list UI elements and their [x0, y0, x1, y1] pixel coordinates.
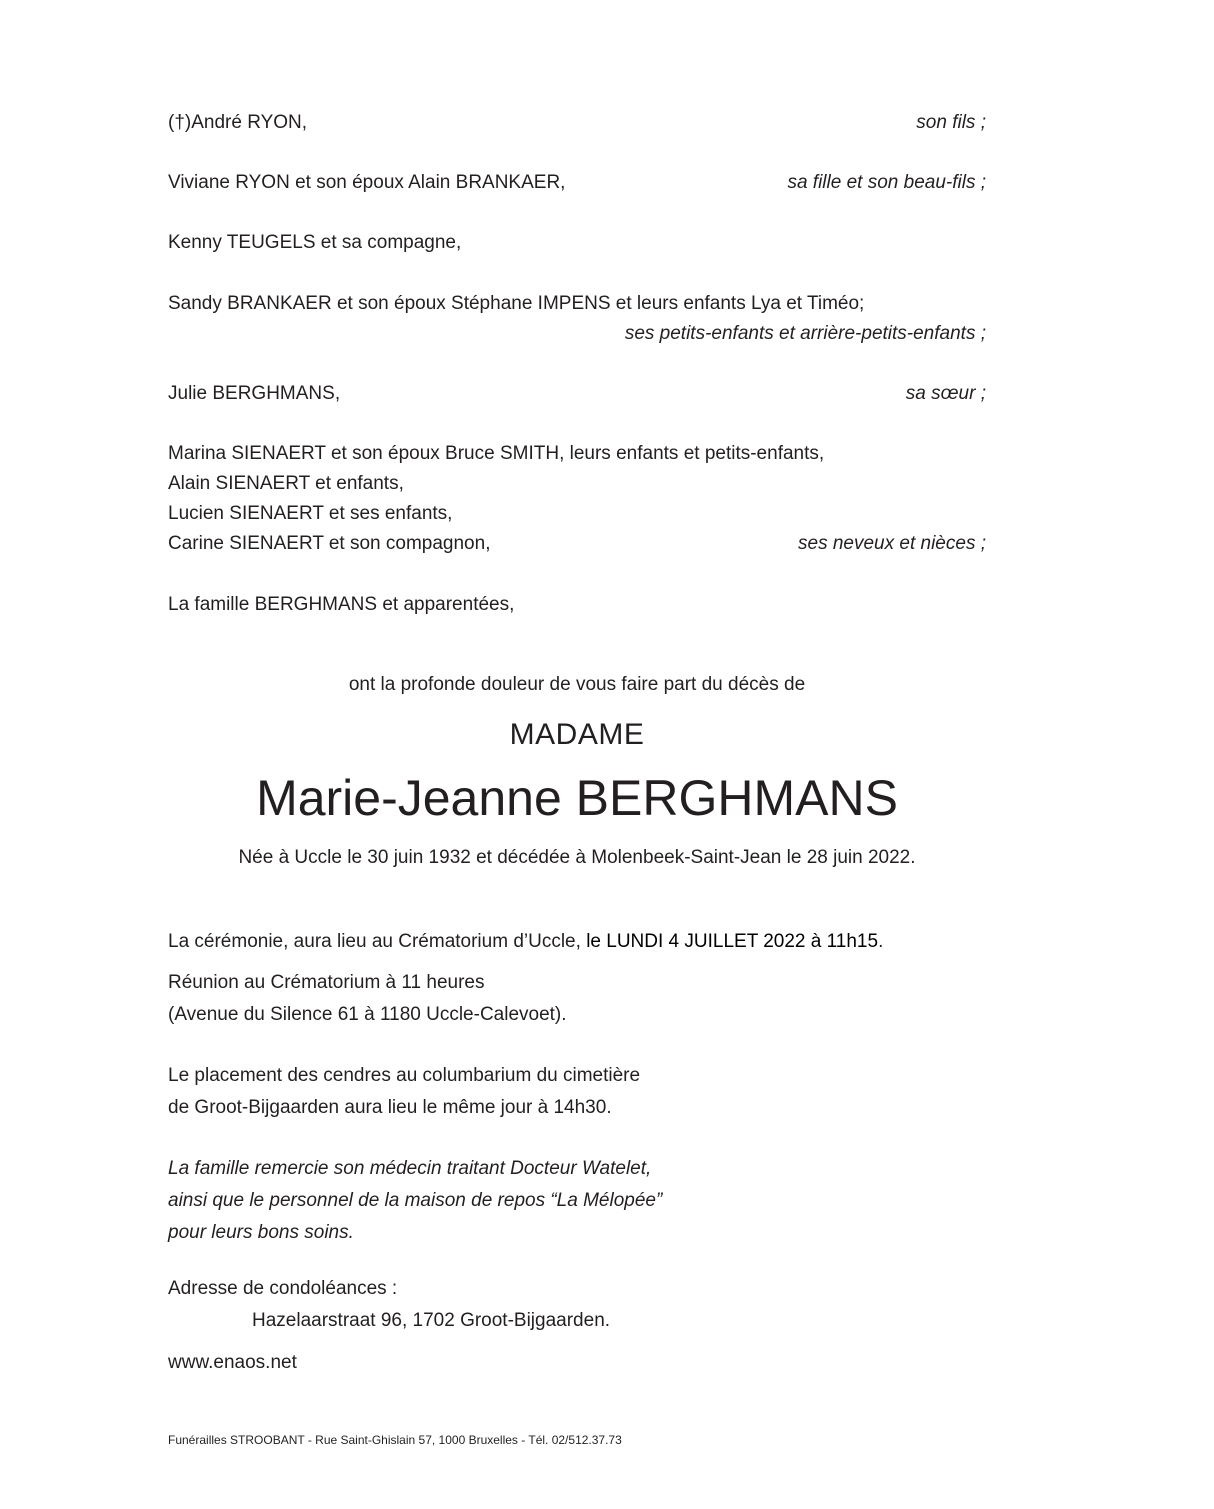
family-relation: sa fille et son beau-fils ; — [787, 172, 986, 193]
ceremony-date: le LUNDI 4 JUILLET 2022 à 11h15 — [586, 931, 879, 952]
family-relation-grandchildren: ses petits-enfants et arrière-petits-enfants ; — [624, 323, 986, 344]
family-name: Alain SIENAERT et enfants, — [168, 473, 404, 494]
family-entry-carine — [168, 532, 986, 556]
family-entry-sandy — [168, 292, 986, 316]
family-entry-alain — [168, 472, 986, 496]
family-name: Sandy BRANKAER et son époux Stéphane IMPENS et leurs enfants Lya et Timéo; — [168, 293, 865, 314]
announcement-title: MADAME — [509, 718, 645, 751]
deceased-name: Marie-Jeanne BERGHMANS — [256, 770, 898, 826]
announcement-intro: ont la profonde douleur de vous faire part du décès de — [348, 674, 806, 695]
ceremony-info — [168, 930, 986, 954]
website-link[interactable]: www.enaos.net — [168, 1352, 297, 1373]
family-entry-famille — [168, 593, 986, 617]
funeral-home-footer: Funérailles STROOBANT - Rue Saint-Ghislain 57, 1000 Bruxelles - Tél. 02/512.37.73 — [168, 1433, 622, 1447]
meeting-line-1: Réunion au Crématorium à 11 heures — [168, 972, 485, 993]
family-name: Carine SIENAERT et son compagnon, — [168, 533, 491, 554]
family-name: Julie BERGHMANS, — [168, 383, 341, 404]
thanks-line-3: pour leurs bons soins. — [168, 1222, 354, 1243]
family-name: La famille BERGHMANS et apparentées, — [168, 594, 515, 615]
ceremony-end: . — [878, 931, 884, 952]
family-name: Kenny TEUGELS et sa compagne, — [168, 232, 462, 253]
family-relation: sa sœur ; — [905, 383, 986, 404]
condolences-label: Adresse de condoléances : — [168, 1278, 398, 1299]
condolences-address: Hazelaarstraat 96, 1702 Groot-Bijgaarden. — [252, 1310, 611, 1331]
family-entry-andre — [168, 111, 986, 135]
ceremony-text: La cérémonie, aura lieu au Crématorium d’Uccle, — [168, 931, 587, 952]
family-name: Marina SIENAERT et son époux Bruce SMITH, leurs enfants et petits-enfants, — [168, 443, 825, 464]
meeting-line-2: (Avenue du Silence 61 à 1180 Uccle-Calevoet). — [168, 1004, 567, 1025]
family-name: Lucien SIENAERT et ses enfants, — [168, 503, 453, 524]
thanks-line-2: ainsi que le personnel de la maison de repos “La Mélopée” — [168, 1190, 663, 1211]
thanks-line-1: La famille remercie son médecin traitant Docteur Watelet, — [168, 1158, 652, 1179]
family-name: (†)André RYON, — [168, 112, 308, 133]
family-entry-viviane — [168, 171, 986, 195]
family-relation: son fils ; — [916, 112, 986, 133]
family-relation: ses neveux et nièces ; — [798, 533, 986, 554]
family-entry-julie — [168, 382, 986, 406]
family-entry-lucien — [168, 502, 986, 526]
ashes-line-1: Le placement des cendres au columbarium du cimetière — [168, 1065, 641, 1086]
birth-death-info: Née à Uccle le 30 juin 1932 et décédée à Molenbeek-Saint-Jean le 28 juin 2022. — [238, 847, 916, 868]
family-entry-marina — [168, 442, 986, 466]
family-name: Viviane RYON et son époux Alain BRANKAER, — [168, 172, 566, 193]
ashes-line-2: de Groot-Bijgaarden aura lieu le même jour à 14h30. — [168, 1097, 612, 1118]
family-entry-kenny — [168, 231, 986, 255]
